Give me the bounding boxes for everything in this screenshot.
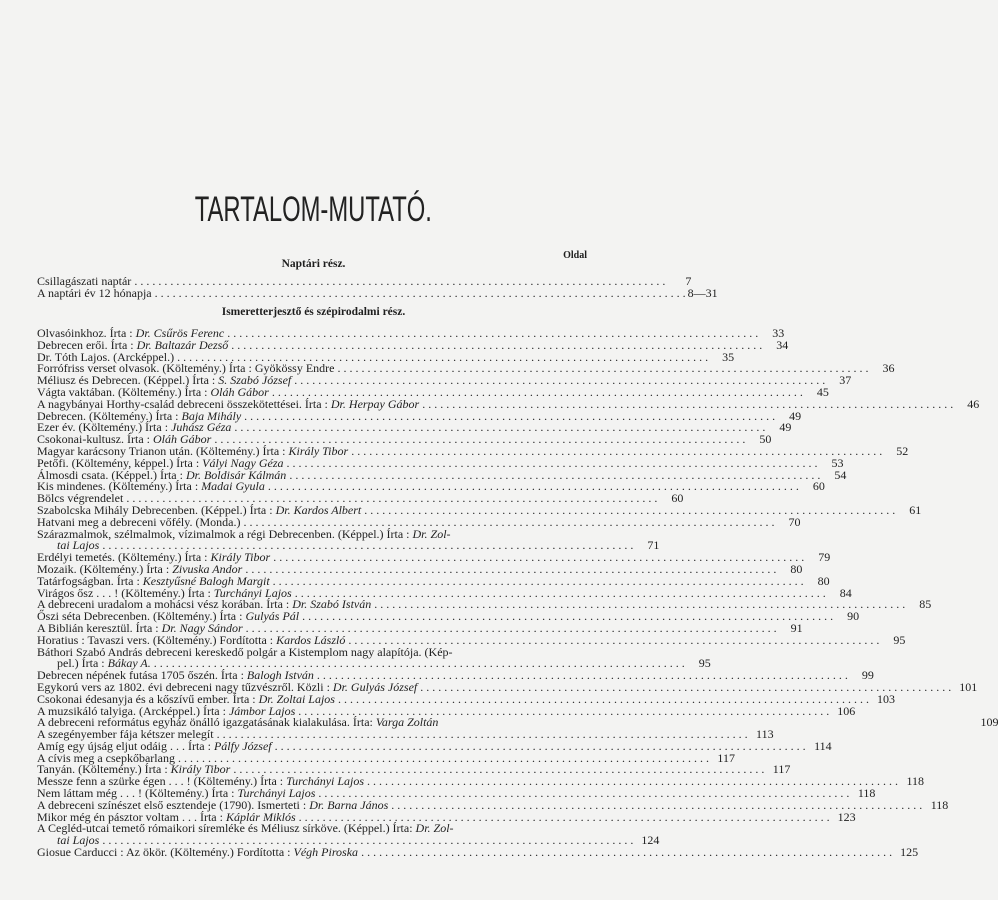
page-number: 80 <box>790 561 803 576</box>
entry-text: Magyar karácsony Trianon után. (Költemény.) Írta : <box>37 443 289 458</box>
entry-text: Őszi séta Debrecenben. (Költemény.) Írta : <box>37 609 246 624</box>
entry-author: Gulyás Pál <box>245 609 300 624</box>
page-number: 113 <box>756 727 774 742</box>
entry-author: Kardos László <box>276 632 346 647</box>
page-number: 85 <box>919 597 932 612</box>
entry-author: Bákay A. <box>107 656 151 671</box>
entry-text: Szabolcska Mihály Debrecenben. (Képpel.) Írta : <box>37 502 276 517</box>
entry-text: Virágos ősz . . . ! (Költemény.) Írta : <box>37 585 214 600</box>
page-number: 91 <box>790 620 803 635</box>
page-number: 34 <box>776 337 789 352</box>
page-number: 101 <box>959 679 978 694</box>
entry-author: Balogh István <box>246 668 314 683</box>
toc-entry <box>37 644 711 671</box>
entry-author: Turchányi Lajos <box>237 786 316 801</box>
entry-text: Egykorú vers az 1802. évi debreceni nagy tűzvészről. Közli : <box>37 679 333 694</box>
page-number: 118 <box>930 797 949 812</box>
entry-text: A nagybányai Horthy-család debreceni összekötettései. Írta : <box>37 396 331 411</box>
entry-author: Varga Zoltán <box>375 715 439 730</box>
entry-title <box>37 847 358 859</box>
entry-text: Petőfi. (Költemény, képpel.) Írta : <box>37 455 203 470</box>
entry-text: Mikor még én pásztor voltam . . . Írta : <box>37 809 226 824</box>
page-number: 49 <box>789 408 802 423</box>
page-number: 46 <box>967 396 980 411</box>
toc-entry <box>37 821 660 848</box>
entry-text: A szegényember fája kétszer melegít <box>37 727 214 742</box>
entry-text: Hatvani meg a debreceni vőfély. (Monda.) <box>37 514 241 529</box>
entry-author: Dr. Barna János <box>309 797 389 812</box>
page-number: 33 <box>772 326 785 340</box>
entry-text: Kis mindenes. (Költemény.) Írta : <box>37 479 202 494</box>
entry-text: Méliusz és Debrecen. (Képpel.) Írta : <box>37 373 219 388</box>
entry-author: Vályi Nagy Géza <box>202 455 284 470</box>
entry-text: A cívis meg a csepkőbarlang <box>37 750 175 765</box>
page-number: 79 <box>818 550 831 565</box>
page-number: 90 <box>847 609 860 624</box>
entry-author: tai Lajos <box>57 833 100 848</box>
entry-text: Horatius : Tavaszi vers. (Költemény.) Fordította : <box>37 632 277 647</box>
entry-text: Csokonai édesanyja és a kőszívű ember. Írta : <box>37 691 259 706</box>
entry-text: A muzsikáló talyiga. (Arcképpel.) Írta : <box>37 703 229 718</box>
entry-text: A debreceni uradalom a mohácsi vész korában. Írta : <box>37 597 293 612</box>
entry-author: Madai Gyula <box>201 479 265 494</box>
entry-text: pel.) Írta : <box>57 656 108 671</box>
entry-author: Kesztyűsné Balogh Margit <box>142 573 270 588</box>
page-number: 95 <box>698 656 711 671</box>
entry-author: Turchányi Lajos <box>286 774 365 789</box>
entry-text: Dr. Tóth Lajos. (Arcképpel.) <box>37 349 175 364</box>
entry-author: Dr. Zoltai Lajos <box>258 691 335 706</box>
entry-text: Erdélyi temetés. (Költemény.) Írta : <box>37 550 211 565</box>
entry-line <box>37 845 919 860</box>
entry-text: Vágta vaktában. (Költemény.) Írta : <box>37 384 211 399</box>
entry-author: Oláh Gábor <box>152 432 212 447</box>
page-number: 117 <box>772 762 791 777</box>
page-number: 99 <box>861 668 874 683</box>
page-number: 103 <box>876 691 895 706</box>
entry-text: Amíg egy újság eljut odáig . . . Írta : <box>37 738 214 753</box>
page-number: 52 <box>896 443 909 458</box>
page-number: 36 <box>882 361 895 376</box>
entry-text: Szárazmalmok, szélmalmok, vízimalmok a régi Debrecenben. (Képpel.) Írta : <box>37 526 413 541</box>
toc-list-literary <box>37 326 998 860</box>
page-title: TARTALOM-MUTATÓ. <box>194 190 433 229</box>
page-number: 106 <box>837 703 856 718</box>
section-heading: Ismeretterjesztő és szépirodalmi rész. <box>221 306 406 318</box>
entry-author: Király Tibor <box>288 443 349 458</box>
page-number: 7 <box>685 274 692 288</box>
entry-author: Turchányi Lajos <box>213 585 292 600</box>
entry-author: Végh Piroska <box>293 845 359 860</box>
entry-author: Pálfy József <box>213 738 272 753</box>
entry-author: Dr. Zol- <box>415 821 454 836</box>
page-number: 50 <box>759 432 772 447</box>
page-number: 125 <box>900 845 919 860</box>
page-number: 117 <box>717 750 735 765</box>
entry-text: Forrófriss verset olvasok. (Költemény.) Írta : Gyökössy Endre <box>37 361 335 376</box>
entry-text: Messze fenn a szürke égen . . . ! (Költemény.) Írta : <box>37 774 287 789</box>
page-number: 60 <box>812 479 825 494</box>
page-number: 49 <box>779 420 792 435</box>
page-number: 84 <box>839 585 852 600</box>
dot-leader <box>358 847 892 859</box>
entry-text: Nem láttam még . . . ! (Költemény.) Írta : <box>37 786 238 801</box>
entry-text: A debreceni színészet első esztendeje (1790). Ismerteti : <box>37 797 310 812</box>
page-number: 35 <box>722 349 735 364</box>
page-number: 118 <box>857 786 876 801</box>
entry-text: Álmosdi csata. (Képpel.) Írta : <box>37 467 186 482</box>
entry-author: Király Tibor <box>210 550 271 565</box>
page-number: 54 <box>834 467 847 482</box>
entry-author: Oláh Gábor <box>210 384 269 399</box>
entry-author: Dr. Csűrös Ferenc <box>135 326 225 340</box>
dot-leader <box>152 288 686 300</box>
entry-author: Juhász Géza <box>171 420 232 435</box>
entry-text: A Biblián keresztül. Írta : <box>37 620 162 635</box>
entry-title <box>37 285 152 300</box>
entry-text: Debrecen erői. Írta : <box>37 337 137 352</box>
entry-author: Dr. Nagy Sándor <box>161 620 243 635</box>
entry-text: A naptári év 12 hónapja <box>37 285 152 300</box>
page-number: 123 <box>837 809 856 824</box>
entry-author: Dr. Zol- <box>412 526 451 541</box>
entry-author: S. Szabó József <box>218 373 292 388</box>
toc-entry <box>37 845 919 860</box>
entry-text: Ezer év. (Költemény.) Írta : <box>37 420 172 435</box>
entry-text: Mozaik. (Költemény.) Írta : <box>37 561 173 576</box>
entry-text: Báthori Szabó András debreceni kereskedő polgár a Kistemplom nagy alapítója. (Kép- <box>37 644 453 659</box>
page-number: 71 <box>647 538 660 553</box>
entry-author: Dr. Kardos Albert <box>275 502 362 517</box>
toc-list-calendar <box>37 274 718 300</box>
entry-line <box>37 285 718 300</box>
page-number: 118 <box>906 774 925 789</box>
page-column-header: Oldal <box>563 250 587 261</box>
page-number: 124 <box>641 833 660 848</box>
entry-text: Debrecen. (Költemény.) Írta : <box>37 408 182 423</box>
entry-author: Dr. Gulyás József <box>332 679 418 694</box>
entry-text: Tatárfogságban. Írta : <box>37 573 143 588</box>
page-number: 109 <box>980 715 998 730</box>
section-heading: Naptári rész. <box>281 258 346 270</box>
entry-author: Jámbor Lajos <box>228 703 296 718</box>
page-number: 60 <box>671 491 684 506</box>
entry-text: Tanyán. (Költemény.) Írta : <box>37 762 171 777</box>
page-number: 45 <box>816 384 829 399</box>
entry-author: Dr. Herpay Gábor <box>330 396 420 411</box>
page-number: 95 <box>893 632 906 647</box>
page-number: 37 <box>839 373 852 388</box>
page-number: 53 <box>831 455 844 470</box>
toc-entry <box>37 285 718 300</box>
entry-author: Dr. Baltazár Dezső <box>136 337 229 352</box>
page-number: 8—31 <box>687 285 718 300</box>
entry-text: A debreceni református egyház önálló igazgatásának kialakulása. Írta: <box>37 715 376 730</box>
entry-text: Olvasóinkhoz. Írta : <box>37 326 136 340</box>
entry-author: Király Tibor <box>170 762 231 777</box>
entry-author: Baja Mihály <box>181 408 242 423</box>
entry-author: Káplár Miklós <box>225 809 296 824</box>
page-number: 80 <box>817 573 830 588</box>
page-number: 70 <box>788 514 801 529</box>
entry-author: tai Lajos <box>57 538 100 553</box>
entry-text: Giosue Carducci : Az ökör. (Költemény.) Fordította : <box>37 845 294 860</box>
entry-author: Dr. Boldisár Kálmán <box>185 467 287 482</box>
entry-text: Bölcs végrendelet <box>37 491 124 506</box>
page-number: 114 <box>814 738 832 753</box>
page-number: 61 <box>909 502 922 517</box>
entry-author: Dr. Szabó István <box>292 597 372 612</box>
entry-text: Csokonai-kultusz. Írta : <box>37 432 153 447</box>
entry-text: A Cegléd-utcai temető rómaikori síremléke és Méliusz sírköve. (Képpel.) Írta: <box>37 821 416 836</box>
entry-text: Debrecen népének futása 1705 őszén. Írta : <box>37 668 247 683</box>
entry-text: Csillagászati naptár <box>37 274 132 288</box>
entry-author: Zivuska Andor <box>172 561 243 576</box>
toc-entry <box>37 526 660 553</box>
